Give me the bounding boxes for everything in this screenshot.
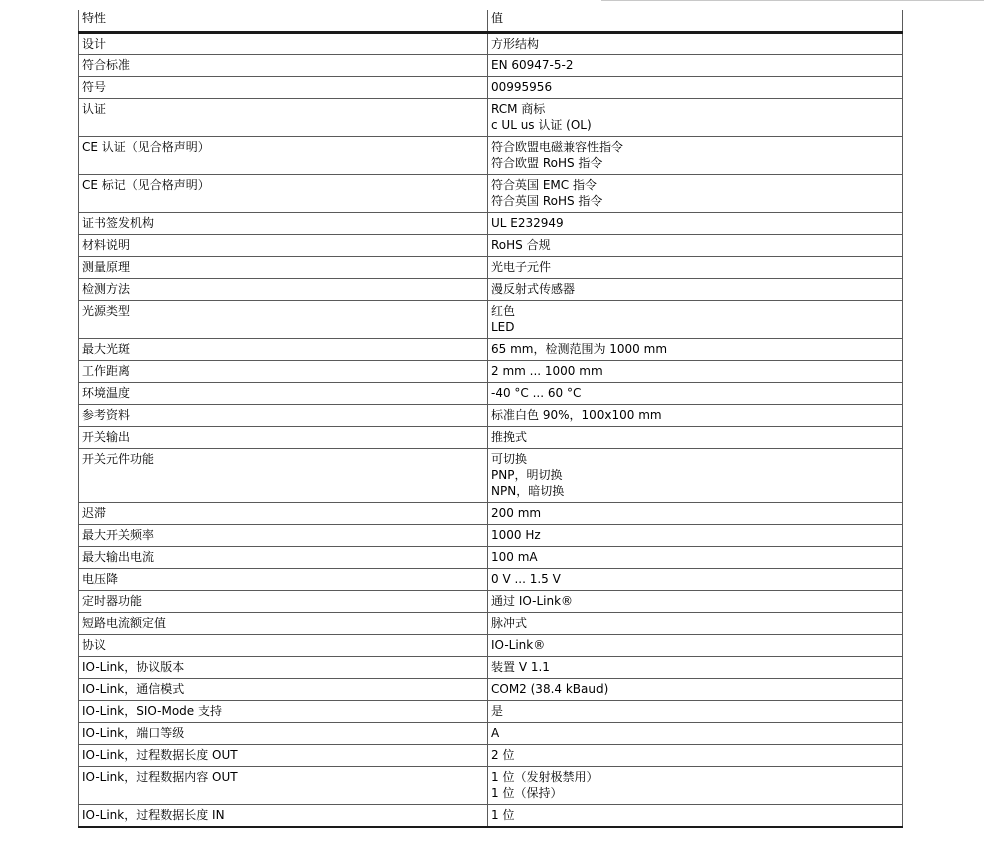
value-cell bbox=[488, 723, 903, 745]
property-cell: 开关元件功能 bbox=[79, 449, 488, 503]
value-cell bbox=[488, 503, 903, 525]
value-line: 装置 V 1.1 bbox=[491, 660, 550, 674]
value-line: UL E232949 bbox=[491, 216, 564, 230]
property-cell: 工作距离 bbox=[79, 361, 488, 383]
property-cell: IO-Link，过程数据长度 IN bbox=[79, 805, 488, 827]
value-cell bbox=[488, 657, 903, 679]
property-cell: 迟滞 bbox=[79, 503, 488, 525]
value-line: 2 位 bbox=[491, 748, 515, 762]
property-cell: 环境温度 bbox=[79, 383, 488, 405]
table-row bbox=[79, 383, 903, 405]
property-cell: 参考资料 bbox=[79, 405, 488, 427]
table-row bbox=[79, 279, 903, 301]
table-row bbox=[79, 235, 903, 257]
value-cell bbox=[488, 525, 903, 547]
table-row bbox=[79, 569, 903, 591]
header-row bbox=[79, 10, 903, 33]
spec-table-container bbox=[78, 10, 902, 828]
value-cell bbox=[488, 591, 903, 613]
value-line: 推挽式 bbox=[491, 430, 528, 444]
property-cell: 符号 bbox=[79, 77, 488, 99]
table-row bbox=[79, 99, 903, 137]
value-cell bbox=[488, 301, 903, 339]
property-cell: 光源类型 bbox=[79, 301, 488, 339]
table-row bbox=[79, 591, 903, 613]
value-line: RCM 商标 bbox=[491, 102, 546, 116]
table-row bbox=[79, 449, 903, 503]
property-cell: 符合标准 bbox=[79, 55, 488, 77]
value-cell bbox=[488, 613, 903, 635]
property-cell: IO-Link，过程数据长度 OUT bbox=[79, 745, 488, 767]
property-cell: 设计 bbox=[79, 33, 488, 55]
value-cell bbox=[488, 361, 903, 383]
value-line: EN 60947-5-2 bbox=[491, 58, 574, 72]
value-cell bbox=[488, 235, 903, 257]
value-line: 方形结构 bbox=[491, 37, 540, 51]
spec-table-header bbox=[79, 10, 903, 33]
table-row bbox=[79, 657, 903, 679]
value-cell bbox=[488, 383, 903, 405]
value-line: 红色 bbox=[491, 304, 516, 318]
property-cell: 测量原理 bbox=[79, 257, 488, 279]
table-row bbox=[79, 503, 903, 525]
property-cell: IO-Link，通信模式 bbox=[79, 679, 488, 701]
value-cell bbox=[488, 427, 903, 449]
table-row bbox=[79, 679, 903, 701]
value-line: 符合欧盟电磁兼容性指令 bbox=[491, 140, 624, 154]
table-row bbox=[79, 405, 903, 427]
value-cell bbox=[488, 99, 903, 137]
header-value: 值 bbox=[488, 10, 903, 33]
value-line: RoHS 合规 bbox=[491, 238, 551, 252]
value-line: A bbox=[491, 726, 500, 740]
value-line: 符合英国 EMC 指令 bbox=[491, 178, 597, 192]
value-cell bbox=[488, 547, 903, 569]
value-cell bbox=[488, 55, 903, 77]
value-line: 1 位 bbox=[491, 808, 515, 822]
table-row bbox=[79, 525, 903, 547]
value-line: 100 mA bbox=[491, 550, 538, 564]
value-line: COM2 (38.4 kBaud) bbox=[491, 682, 609, 696]
value-cell bbox=[488, 279, 903, 301]
value-line: PNP，明切换 bbox=[491, 468, 563, 482]
property-cell: 证书签发机构 bbox=[79, 213, 488, 235]
property-cell: 电压降 bbox=[79, 569, 488, 591]
value-cell bbox=[488, 33, 903, 55]
value-line: 漫反射式传感器 bbox=[491, 282, 576, 296]
value-line: 200 mm bbox=[491, 506, 542, 520]
table-row bbox=[79, 547, 903, 569]
table-row bbox=[79, 613, 903, 635]
table-row bbox=[79, 257, 903, 279]
table-row bbox=[79, 701, 903, 723]
property-cell: 开关输出 bbox=[79, 427, 488, 449]
value-line: 是 bbox=[491, 704, 504, 718]
value-line: 标准白色 90%，100x100 mm bbox=[491, 408, 662, 422]
property-cell: 定时器功能 bbox=[79, 591, 488, 613]
property-cell: 材料说明 bbox=[79, 235, 488, 257]
value-cell bbox=[488, 701, 903, 723]
table-row bbox=[79, 137, 903, 175]
value-line: 通过 IO-Link® bbox=[491, 594, 574, 608]
value-line: c UL us 认证 (OL) bbox=[491, 118, 592, 132]
value-line: 1 位（保持） bbox=[491, 786, 563, 800]
spec-table-body bbox=[79, 33, 903, 827]
property-cell: 认证 bbox=[79, 99, 488, 137]
property-cell: IO-Link，SIO-Mode 支持 bbox=[79, 701, 488, 723]
property-cell: CE 标记（见合格声明） bbox=[79, 175, 488, 213]
property-cell: IO-Link，协议版本 bbox=[79, 657, 488, 679]
value-line: 65 mm，检测范围为 1000 mm bbox=[491, 342, 668, 356]
table-row bbox=[79, 33, 903, 55]
property-cell: IO-Link，端口等级 bbox=[79, 723, 488, 745]
value-cell bbox=[488, 805, 903, 827]
table-row bbox=[79, 175, 903, 213]
table-row bbox=[79, 213, 903, 235]
value-cell bbox=[488, 405, 903, 427]
value-line: 符合欧盟 RoHS 指令 bbox=[491, 156, 603, 170]
value-line: 符合英国 RoHS 指令 bbox=[491, 194, 603, 208]
table-row bbox=[79, 55, 903, 77]
value-cell bbox=[488, 257, 903, 279]
table-row bbox=[79, 805, 903, 827]
property-cell: 最大输出电流 bbox=[79, 547, 488, 569]
value-line: 1000 Hz bbox=[491, 528, 541, 542]
value-cell bbox=[488, 213, 903, 235]
property-cell: 最大光斑 bbox=[79, 339, 488, 361]
table-row bbox=[79, 723, 903, 745]
top-divider-line bbox=[601, 0, 984, 1]
value-line: 光电子元件 bbox=[491, 260, 552, 274]
value-line: LED bbox=[491, 320, 515, 334]
value-cell bbox=[488, 745, 903, 767]
value-cell bbox=[488, 679, 903, 701]
value-cell bbox=[488, 175, 903, 213]
property-cell: 短路电流额定值 bbox=[79, 613, 488, 635]
table-row bbox=[79, 361, 903, 383]
property-cell: 最大开关频率 bbox=[79, 525, 488, 547]
header-property: 特性 bbox=[79, 10, 488, 33]
property-cell: IO-Link，过程数据内容 OUT bbox=[79, 767, 488, 805]
table-row bbox=[79, 635, 903, 657]
value-cell bbox=[488, 767, 903, 805]
value-line: 可切换 bbox=[491, 452, 528, 466]
table-row bbox=[79, 427, 903, 449]
value-line: NPN，暗切换 bbox=[491, 484, 565, 498]
value-line: 脉冲式 bbox=[491, 616, 528, 630]
value-cell bbox=[488, 635, 903, 657]
table-row bbox=[79, 77, 903, 99]
property-cell: 协议 bbox=[79, 635, 488, 657]
value-cell bbox=[488, 449, 903, 503]
value-line: 0 V ... 1.5 V bbox=[491, 572, 561, 586]
spec-table bbox=[78, 10, 903, 828]
value-cell bbox=[488, 137, 903, 175]
value-line: IO-Link® bbox=[491, 638, 546, 652]
value-cell bbox=[488, 339, 903, 361]
property-cell: CE 认证（见合格声明） bbox=[79, 137, 488, 175]
table-row bbox=[79, 339, 903, 361]
table-row bbox=[79, 301, 903, 339]
property-cell: 检测方法 bbox=[79, 279, 488, 301]
value-line: -40 °C ... 60 °C bbox=[491, 386, 582, 400]
value-line: 00995956 bbox=[491, 80, 553, 94]
table-row bbox=[79, 767, 903, 805]
value-line: 2 mm ... 1000 mm bbox=[491, 364, 603, 378]
value-cell bbox=[488, 569, 903, 591]
value-cell bbox=[488, 77, 903, 99]
table-row bbox=[79, 745, 903, 767]
value-line: 1 位（发射极禁用） bbox=[491, 770, 599, 784]
